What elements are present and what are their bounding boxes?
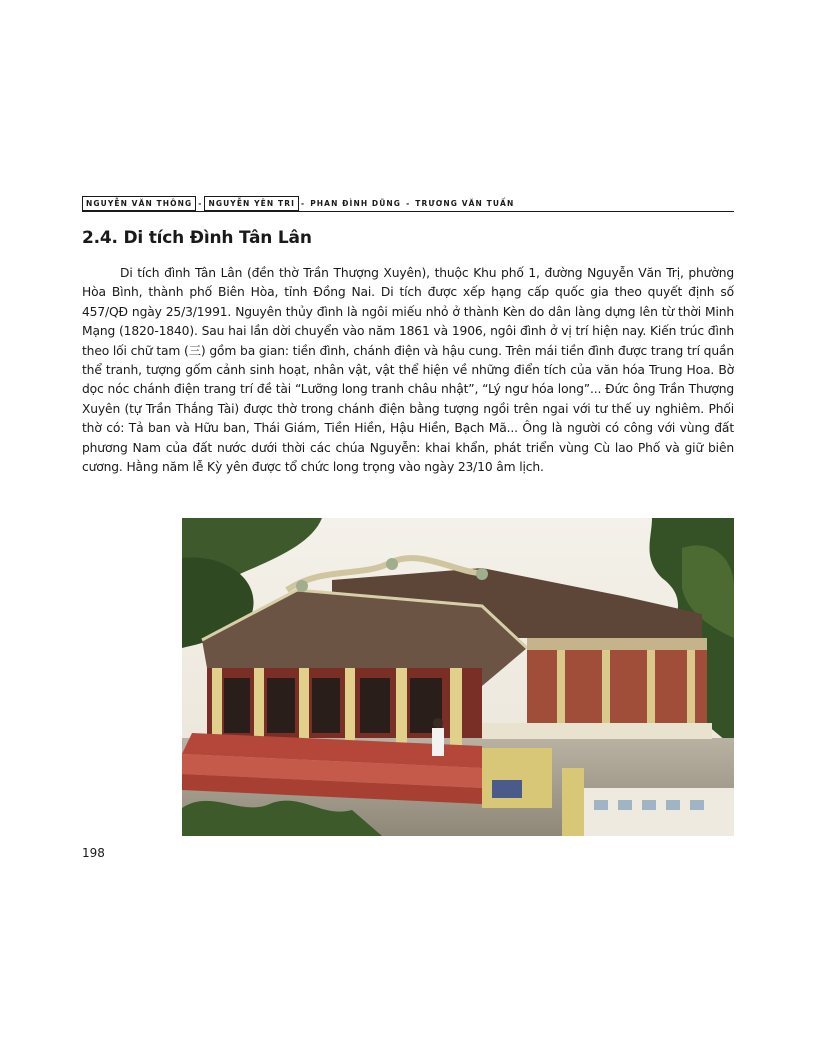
header-author-1: NGUYỄN VĂN THÔNG <box>82 196 196 211</box>
header-separator: - <box>406 199 411 208</box>
page-number: 198 <box>82 846 105 860</box>
header-rule <box>82 211 734 212</box>
running-header <box>82 196 734 212</box>
header-author-3: PHAN ĐÌNH DŨNG <box>310 199 402 208</box>
body-paragraph: Di tích đình Tân Lân (đền thờ Trần Thượng Xuyên), thuộc Khu phố 1, đường Nguyễn Văn Trị, phường Hòa Bình, thành phố Biên Hòa, tỉnh Đồng Nai. Di tích được xếp hạng cấp quốc gia theo quyết định số 457/QĐ ngày 25/3/1991. Nguyên thủy đình là ngôi miếu nhỏ ở thành Kèn do dân làng dựng lên từ thời Minh Mạng (1820-1840). Sau hai lần dời chuyển vào năm 1861 và 1906, ngôi đình ở vị trí hiện nay. Kiến trúc đình theo lối chữ tam (三) gồm ba gian: tiền đình, chánh điện và hậu cung. Trên mái tiền đình được trang trí quần thể tranh, tượng gốm cảnh sinh hoạt, nhân vật, vật thể hiện về những điển tích của văn hóa Trung Hoa. Bờ dọc nóc chánh điện trang trí đề tài “Lưỡng long tranh châu nhật”, “Lý ngư hóa long”... Đức ông Trần Thượng Xuyên (tự Trần Thắng Tài) được thờ trong chánh điện bằng tượng ngồi trên ngai với tư thế uy nghiêm. Phối thờ có: Tả ban và Hữu ban, Thái Giám, Tiền Hiền, Hậu Hiền, Bạch Mã... Ông là người có công với vùng đất phương Nam của đất nước dưới thời các chúa Nguyễn: khai khẩn, phát triển vùng Cù lao Phố và giữ biên cương. Hằng năm lễ Kỳ yên được tổ chức long trọng vào ngày 23/10 âm lịch. <box>82 266 734 475</box>
header-separator: - <box>300 199 306 208</box>
temple-photo <box>182 518 734 836</box>
header-separator: - <box>198 199 203 208</box>
header-author-4: TRƯƠNG VĂN TUẤN <box>415 199 515 208</box>
header-author-2: NGUYỄN YÊN TRI <box>204 196 299 211</box>
section-title: 2.4. Di tích Đình Tân Lân <box>82 228 312 248</box>
